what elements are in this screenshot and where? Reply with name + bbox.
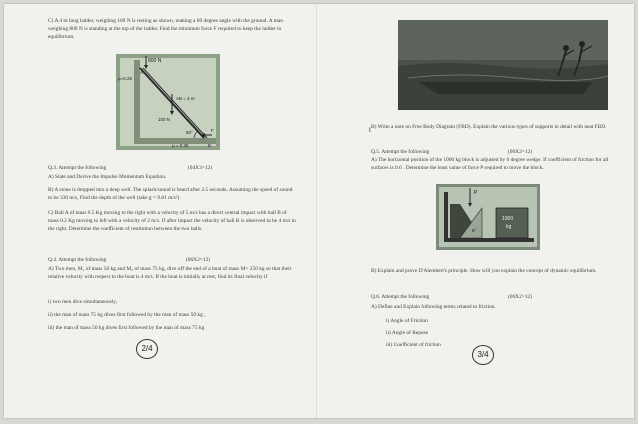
q6-ii: ii) Angle of Repose: [386, 330, 429, 336]
point-b-label: B: [208, 143, 212, 148]
force-p-label: P: [474, 190, 478, 196]
q4-title: Q.4. Attempt the following: [48, 257, 107, 263]
q5-title: Q.5. Attempt the following: [371, 149, 430, 155]
q6-iii: iii) Coefficient of friction: [386, 342, 441, 348]
q5b-text: B) Explain and prove D'Alembert's principle. How will you explain the concept of dynamic equilibrium.: [371, 268, 597, 274]
man-1-head: [563, 45, 569, 51]
q5a-text: A) The horizontal position of the 1000 kg block is adjusted by 6 degree wedge. If coefficient of friction for all surfaces is 0.6 . Determine the least value of force P required to move the block.: [371, 157, 609, 171]
q4-marks: (06X2=12): [186, 257, 210, 263]
page-number-left: 2/4: [136, 339, 158, 359]
q3a-text: A) State and Derive the Impulse Momentum Equation.: [48, 174, 167, 180]
q5-marks: (06X2=12): [508, 149, 532, 155]
weight-label: 100 N: [158, 117, 171, 122]
ladder-figure: [116, 54, 220, 150]
block: [496, 208, 528, 238]
floor: [444, 238, 534, 242]
point-a-label: A: [140, 70, 144, 75]
q3-marks: (04X3=12): [188, 165, 212, 171]
wedge-angle-label: 6°: [472, 228, 477, 233]
left-wall: [444, 192, 448, 242]
q3-title: Q.3. Attempt the following: [48, 165, 107, 171]
block-unit-label: kg: [506, 224, 512, 230]
force-label: F: [211, 128, 214, 133]
q6-i: i) Angle of Friction: [386, 318, 428, 324]
load-label: 800 N: [148, 58, 162, 64]
q6a-text: A) Define and Explain following terms related to friction.: [371, 304, 496, 310]
q4-ii: ii) the man of mass 75 kg dives first followed by the man of mass 50 kg ,: [48, 312, 206, 318]
mu-bottom-label: μ = 0.35: [172, 143, 189, 148]
boat-photo: [398, 20, 608, 110]
q4-iii: iii) the man of mass 50 kg dives first followed by the man of mass 75 kg: [48, 325, 205, 331]
q3c-text: C) Ball A of mass 0.5 Kg moving to the right with a velocity of 5 m/s has a direct central impact with ball B of mass 0.2 Kg moving to left with a velocity of 2 m/s. If after impact the velocity of ball B is observed to be 4 m/s to the right. Determine the coefficient of restitution between the two balls.: [48, 210, 296, 232]
page-number-right: 3/4: [472, 345, 494, 365]
length-label: AB = 4 m: [176, 96, 195, 101]
q6-title: Q.6. Attempt the following: [371, 294, 430, 300]
q3b-text: B) A stone is dropped into a deep well. The splash/sound is heard after 2.5 seconds. Assuming the speed of sound to be 330 m/s, Find the depth of the well (take g = 9.81 m/s²).: [48, 187, 293, 201]
boat: [418, 82, 593, 94]
block-mass-label: 1000: [502, 216, 514, 222]
angle-label: 60°: [186, 130, 193, 135]
q2c-text: C) A 4 m long ladder, weighing 100 N is resting as shown, making a 60 degree angle with the ground. A man weighing 800 N is standing at the top of the ladder. Find the minimum force F required to keep the ladder in equilibrium.: [48, 18, 283, 40]
q5b-note-text: B) Write a note on Free Body Diagram (FBD). Explain the various types of supports in detail with neat FBD.: [371, 124, 607, 130]
mu-top-label: μ=0.25: [118, 76, 132, 81]
man-2-head: [579, 41, 585, 47]
wedge-figure: [436, 184, 540, 250]
page-fold: [316, 4, 317, 418]
q4-i: i) two men dive simultaneously,: [48, 299, 117, 305]
q6-marks: (06X2=12): [508, 294, 532, 300]
q4a-text: A) Two men, M₁ of mass 50 kg and M₂ of mass 75 kg, dive off the end of a boat of mass M= 250 kg so that their relative velocity with respect to the boat is 4 m/s. If the boat is initially at rest, find its final velocity if: [48, 266, 292, 280]
pen-mark: ℓ: [368, 126, 372, 134]
